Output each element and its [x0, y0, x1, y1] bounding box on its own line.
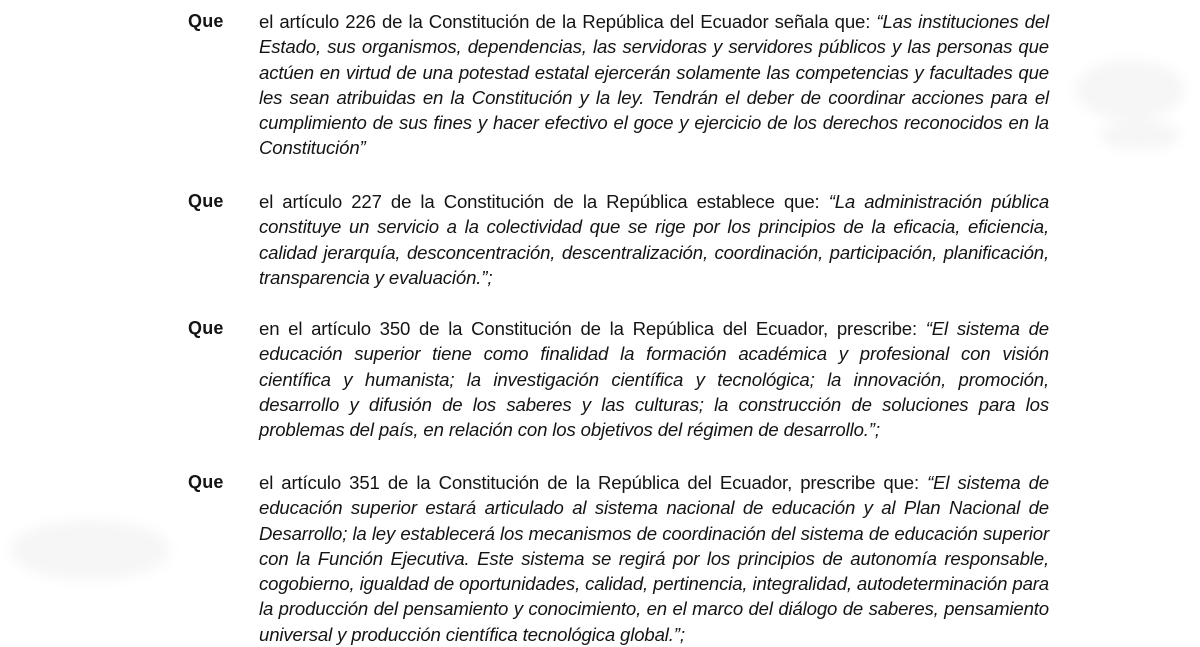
scan-smudge — [1075, 60, 1185, 120]
clause-intro: el artículo 227 de la Constitución de la República establece que: — [259, 191, 829, 212]
clause-label: Que — [188, 318, 224, 338]
clause-label: Que — [188, 472, 224, 492]
clause-quote: “El sistema de educación superior tiene como finalidad la formación académica y profesional con visión científica y humanista; la investigación científica y tecnológica; la innovación, promoción, desarrollo y difusión de los saberes y las culturas; la construcción de soluciones para los problemas del país, en relación con los objetivos del régimen de desarrollo.”; — [259, 318, 1050, 441]
clause-quote: “La administración pública constituye un servicio a la colectividad que se rige por los principios de la eficacia, eficiencia, calidad jerarquía, desconcentración, descentralización, coordinación, participación, planificación, transparencia y evaluación.”; — [259, 191, 1050, 288]
scan-smudge — [10, 520, 170, 580]
clause-text — [259, 189, 1049, 290]
clause-label: Que — [188, 11, 224, 31]
scan-smudge — [1100, 120, 1180, 150]
clause-quote: “El sistema de educación superior estará articulado al sistema nacional de educación y al Plan Nacional de Desarrollo; la ley establecerá los mecanismos de coordinación del sistema de educación superior con la Función Ejecutiva. Este sistema se regirá por los principios de autonomía responsable, cogobierno, igualdad de oportunidades, calidad, pertinencia, integralidad, autodeterminación para la producción del pensamiento y conocimiento, en el marco del diálogo de saberes, pensamiento universal y producción científica tecnológica global.”; — [259, 472, 1050, 645]
clause-label: Que — [188, 191, 224, 211]
clause-text — [259, 316, 1049, 442]
clause-text — [259, 470, 1049, 647]
clause-intro: el artículo 226 de la Constitución de la República del Ecuador señala que: — [259, 11, 877, 32]
clause-intro: el artículo 351 de la Constitución de la República del Ecuador, prescribe que: — [259, 472, 928, 493]
clause-intro: en el artículo 350 de la Constitución de la República del Ecuador, prescribe: — [259, 318, 926, 339]
clause-text — [259, 9, 1049, 161]
clause-quote: “Las instituciones del Estado, sus organismos, dependencias, las servidoras y servidores públicos y las personas que actúen en virtud de una potestad estatal ejercerán solamente las competencias y facultades que les sean atribuidas en la Constitución y la ley. Tendrán el deber de coordinar acciones para el cumplimiento de sus fines y hacer efectivo el goce y ejercicio de los derechos reconocidos en la Constitución” — [259, 11, 1049, 159]
